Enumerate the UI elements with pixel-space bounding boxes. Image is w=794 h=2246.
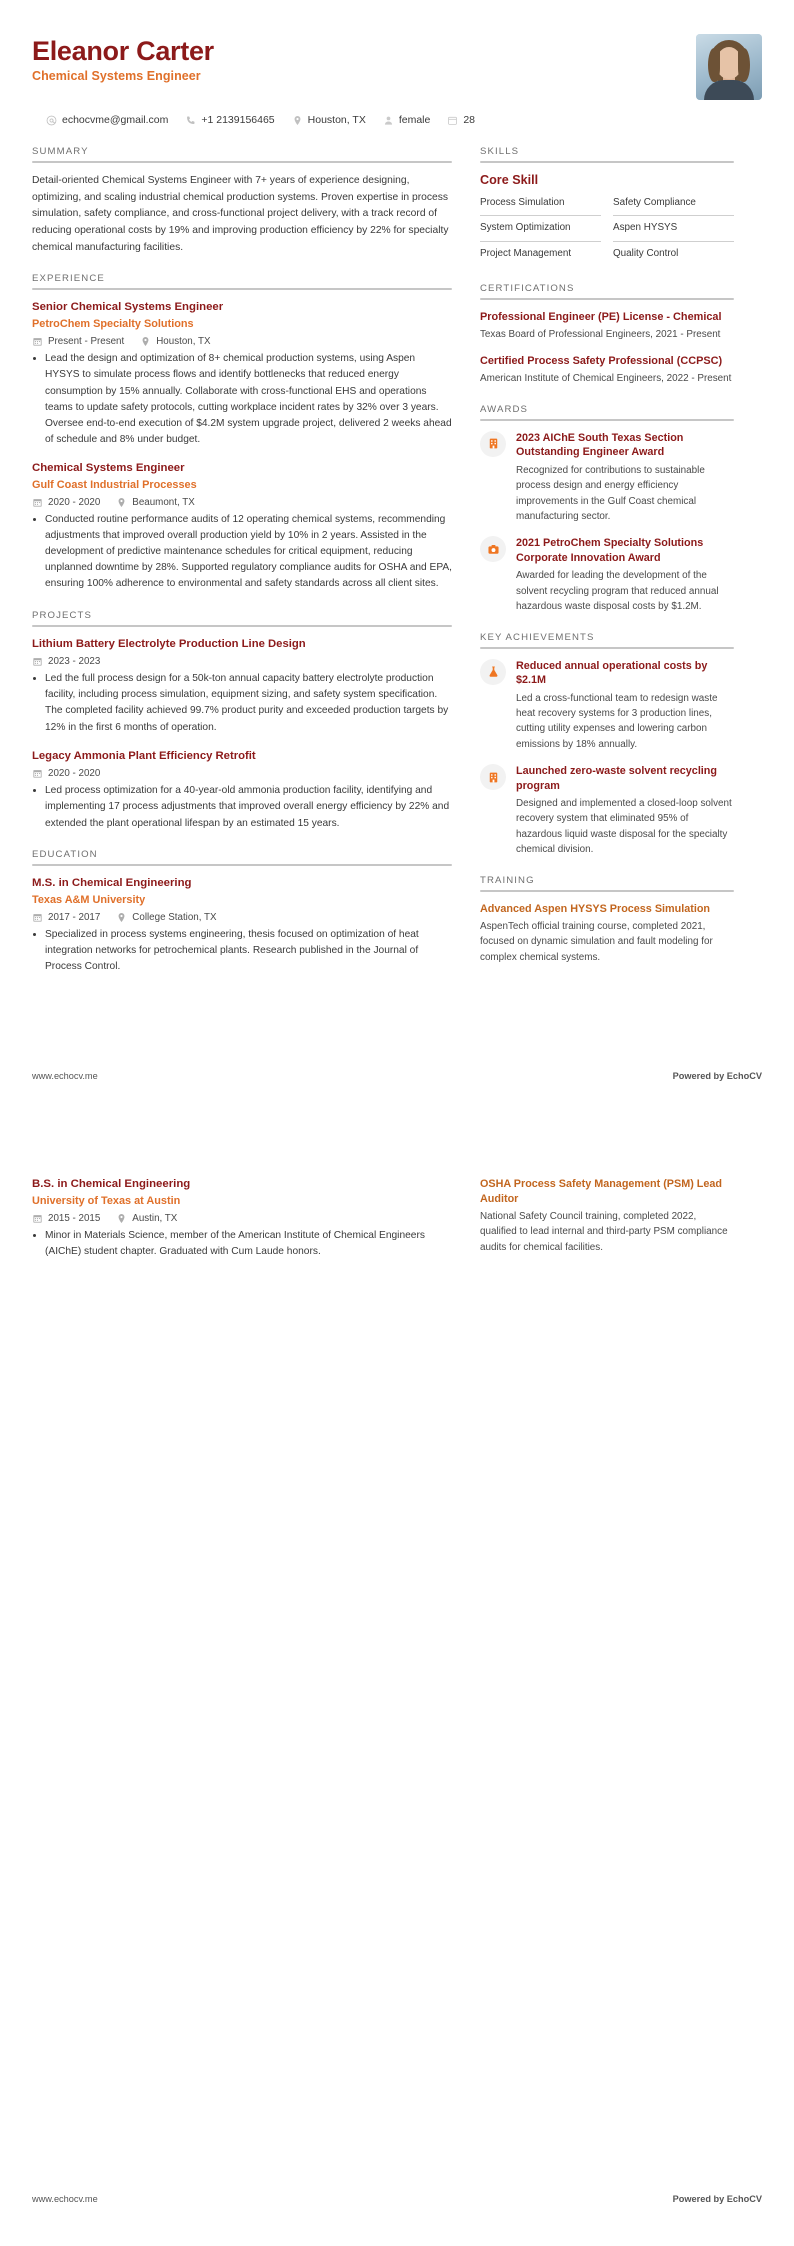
bullet: • Minor in Materials Science, member of the American Institute of Chemical Engineers (AIChE) student chapter. Graduated with Cum Laude honors. — [45, 1228, 452, 1260]
left-column — [32, 146, 452, 992]
award-description: Awarded for leading the development of the solvent recycling program that reduced annual hazardous waste disposal costs by $1.2M. — [516, 570, 719, 613]
education-heading: EDUCATION — [32, 848, 98, 860]
education-location-value: College Station, TX — [132, 911, 217, 923]
experience-dates — [32, 336, 124, 347]
section-key-achievements — [480, 632, 734, 858]
key-achievements-heading: KEY ACHIEVEMENTS — [480, 631, 595, 643]
summary-heading: SUMMARY — [32, 146, 89, 157]
calendar-icon — [32, 1213, 43, 1224]
resume-header — [32, 34, 762, 100]
camera-icon — [480, 536, 506, 562]
candidate-name: Eleanor Carter — [32, 36, 214, 66]
right-column — [480, 146, 734, 982]
education-school: Texas A&M University — [32, 893, 146, 906]
training-description: National Safety Council training, completed 2022, qualified to lead internal and third-party PSM compliance audits for chemical facilities. — [480, 1211, 728, 1253]
education-location-value: Austin, TX — [132, 1213, 178, 1224]
certification-detail: American Institute of Chemical Engineers, 2022 - Present — [480, 372, 732, 384]
awards-heading: AWARDS — [480, 403, 528, 415]
page-footer — [32, 1070, 762, 1081]
location-icon — [292, 115, 303, 126]
education-school: University of Texas at Austin — [32, 1194, 181, 1207]
experience-dates-value: 2020 - 2020 — [48, 497, 101, 509]
key-achievements-divider — [480, 647, 734, 649]
certification-detail: Texas Board of Professional Engineers, 2021 - Present — [480, 328, 721, 340]
project-title: Lithium Battery Electrolyte Production Line Design — [32, 637, 306, 650]
section-certifications — [480, 283, 734, 387]
project-bullets — [32, 783, 452, 831]
award-description: Recognized for contributions to sustainable process design and energy efficiency improvements in the Gulf Coast chemical manufacturing sector. — [516, 464, 705, 522]
location-icon — [140, 336, 151, 347]
contact-bar — [32, 114, 762, 126]
key-achievement-title: Reduced annual operational costs by $2.1M — [516, 659, 708, 687]
footer-site[interactable]: www.echocv.me — [32, 2194, 98, 2204]
contact-gender — [383, 114, 431, 126]
experience-title: Senior Chemical Systems Engineer — [32, 301, 224, 314]
certification-title: Certified Process Safety Professional (CCPSC) — [480, 355, 723, 368]
education-location — [116, 1213, 177, 1224]
project-bullets — [32, 671, 452, 735]
left-column-continued — [32, 1177, 452, 1277]
project-dates — [32, 656, 100, 667]
footer-powered-by: Powered by EchoCV — [672, 2194, 762, 2204]
key-achievement-description: Designed and implemented a closed-loop solvent recovery system that eliminated 95% of hazardous liquid waste disposal for the specialty chemical division. — [516, 798, 732, 856]
certification-title: Professional Engineer (PE) License - Chemical — [480, 311, 722, 324]
contact-location-value: Houston, TX — [307, 114, 366, 126]
contact-gender-value: female — [398, 114, 431, 126]
section-projects — [32, 610, 452, 832]
education-entry — [32, 1177, 452, 1260]
profile-photo — [696, 34, 762, 100]
building-icon — [480, 431, 506, 457]
project-entry — [32, 637, 452, 736]
training-heading: TRAINING — [480, 874, 535, 886]
projects-divider — [32, 625, 452, 627]
section-awards — [480, 404, 734, 615]
summary-text: Detail-oriented Chemical Systems Engineer with 7+ years of experience designing, optimizing, and scaling industrial chemical production systems. Proven expertise in process simulation, safety compliance, and cross-functional project delivery, with a track record of reducing operational costs by 19% and improving production efficiency by 22% for specialty chemical manufacturing facilities. — [32, 175, 449, 253]
location-icon — [116, 912, 127, 923]
contact-age-value: 28 — [463, 114, 476, 126]
education-degree: B.S. in Chemical Engineering — [32, 1178, 191, 1190]
education-degree: M.S. in Chemical Engineering — [32, 876, 192, 889]
award-title: 2021 PetroChem Specialty Solutions Corporate Innovation Award — [516, 537, 704, 564]
calendar-icon — [32, 336, 43, 347]
bullet: • Lead the design and optimization of 8+ chemical production systems, using Aspen HYSYS to simulate process flows and identify bottlenecks that reduced energy consumption by 15% annually. Collaborate with cross-functional EHS and operations teams to update safety protocols, cutting workplace incident rates by 32% over 3 years. Oversee end-to-end execution of $4.2M system upgrade project, delivered 2 weeks ahead of schedule and 8% under budget. — [45, 351, 452, 448]
project-dates-value: 2023 - 2023 — [48, 656, 101, 668]
bullet: • Specialized in process systems engineering, thesis focused on optimization of heat integration networks for petrochemical plants. Research published in the Journal of Process Control. — [45, 927, 452, 975]
education-bullets — [32, 1228, 452, 1260]
experience-dates-value: Present - Present — [48, 336, 125, 348]
experience-title: Chemical Systems Engineer — [32, 462, 185, 475]
training-description: AspenTech official training course, completed 2021, focused on dynamic simulation and fault modeling for complex chemical systems. — [480, 921, 713, 963]
experience-entry — [32, 461, 452, 593]
project-dates-value: 2020 - 2020 — [48, 768, 101, 780]
experience-bullets — [32, 351, 452, 448]
resume-page-2 — [0, 1123, 794, 2246]
project-dates — [32, 768, 100, 779]
section-education-continued — [32, 1177, 452, 1260]
skills-heading: SKILLS — [480, 146, 520, 157]
experience-organization: PetroChem Specialty Solutions — [32, 318, 194, 331]
experience-location-value: Beaumont, TX — [132, 497, 195, 509]
contact-location — [292, 114, 366, 126]
contact-email-value: echocvme@gmail.com — [62, 114, 169, 126]
contact-phone — [185, 114, 274, 126]
project-title: Legacy Ammonia Plant Efficiency Retrofit — [32, 749, 256, 762]
core-skill-label: Core Skill — [480, 173, 539, 187]
award-item — [480, 536, 734, 614]
experience-divider — [32, 288, 452, 290]
education-location — [116, 912, 216, 923]
experience-organization: Gulf Coast Industrial Processes — [32, 478, 197, 491]
experience-location-value: Houston, TX — [156, 336, 211, 348]
experience-heading: EXPERIENCE — [32, 273, 105, 285]
skill-item: Project Management — [480, 247, 572, 259]
section-education — [32, 849, 452, 975]
contact-phone-value: +1 2139156465 — [201, 114, 275, 126]
education-divider — [32, 864, 452, 866]
building-icon — [480, 764, 506, 790]
training-item — [480, 1177, 734, 1255]
experience-location — [140, 336, 210, 347]
calendar-icon — [32, 656, 43, 667]
calendar-icon — [32, 768, 43, 779]
training-divider — [480, 890, 734, 892]
project-entry — [32, 749, 452, 832]
education-dates-value: 2017 - 2017 — [48, 911, 101, 923]
footer-site[interactable]: www.echocv.me — [32, 1071, 98, 1081]
certifications-heading: CERTIFICATIONS — [480, 283, 575, 295]
candidate-role: Chemical Systems Engineer — [32, 69, 201, 84]
projects-heading: PROJECTS — [32, 609, 92, 621]
calendar-icon — [447, 115, 458, 126]
training-item — [480, 902, 734, 966]
summary-divider — [32, 161, 452, 163]
section-skills — [480, 146, 734, 266]
skill-item: System Optimization — [480, 216, 601, 241]
award-title: 2023 AIChE South Texas Section Outstanding Engineer Award — [516, 431, 684, 459]
contact-age — [447, 114, 475, 126]
skill-item: Process Simulation — [480, 191, 601, 216]
key-achievement-item — [480, 764, 734, 858]
footer-powered-by: Powered by EchoCV — [672, 1071, 762, 1081]
experience-dates — [32, 497, 100, 508]
education-entry — [32, 876, 452, 975]
key-achievement-item — [480, 659, 734, 753]
experience-entry — [32, 300, 452, 448]
certification-item — [480, 354, 734, 386]
certification-item — [480, 310, 734, 342]
skill-item: Safety Compliance — [613, 191, 734, 216]
contact-email — [46, 114, 168, 126]
education-bullets — [32, 927, 452, 975]
section-training — [480, 875, 734, 966]
right-column-continued — [480, 1177, 734, 1272]
key-achievement-title: Launched zero-waste solvent recycling program — [516, 765, 718, 792]
flask-icon — [480, 659, 506, 685]
calendar-icon — [32, 912, 43, 923]
training-title: OSHA Process Safety Management (PSM) Lead Auditor — [480, 1178, 722, 1205]
education-dates — [32, 912, 100, 923]
certifications-divider — [480, 298, 734, 300]
experience-location — [116, 497, 194, 508]
education-dates-value: 2015 - 2015 — [48, 1213, 101, 1224]
education-dates — [32, 1213, 100, 1224]
training-title: Advanced Aspen HYSYS Process Simulation — [480, 902, 711, 915]
phone-icon — [185, 115, 196, 126]
key-achievement-description: Led a cross-functional team to redesign waste heat recovery systems for 3 production lines, cutting utility expenses and lowering carbon emissions by 18% annually. — [516, 692, 718, 750]
section-summary — [32, 146, 452, 256]
award-item — [480, 431, 734, 525]
person-icon — [383, 115, 394, 126]
bullet: • Conducted routine performance audits of 12 operating chemical systems, recommending adjustments that improved overall production yield by 10% in 2 years. Assisted in the development of predictive maintenance schedules for critical equipment, reducing unplanned downtime by 28%. Supported regulatory compliance audits for OSHA and EPA, ensuring 100% adherence to environmental and safety standards across all client sites. — [45, 512, 452, 593]
experience-bullets — [32, 512, 452, 593]
skill-item: Quality Control — [613, 247, 679, 259]
bullet: • Led the full process design for a 50k-ton annual capacity battery electrolyte production facility, including process simulation, equipment sizing, and safety system specification. The completed facility achieved 99.7% product purity and exceeded production targets by 12% in the first 6 months of operation. — [45, 671, 452, 735]
location-icon — [116, 497, 127, 508]
page-footer — [32, 2193, 762, 2204]
calendar-icon — [32, 497, 43, 508]
section-experience — [32, 273, 452, 592]
section-training-continued — [480, 1177, 734, 1255]
skill-item: Aspen HYSYS — [613, 216, 734, 241]
skills-divider — [480, 161, 734, 163]
email-icon — [46, 115, 57, 126]
location-icon — [116, 1213, 127, 1224]
skills-grid — [480, 191, 734, 266]
awards-divider — [480, 419, 734, 421]
bullet: • Led process optimization for a 40-year-old ammonia production facility, identifying and implementing 17 process adjustments that improved overall energy efficiency by 22% and extended the plant operational lifespan by an estimated 15 years. — [45, 783, 452, 831]
